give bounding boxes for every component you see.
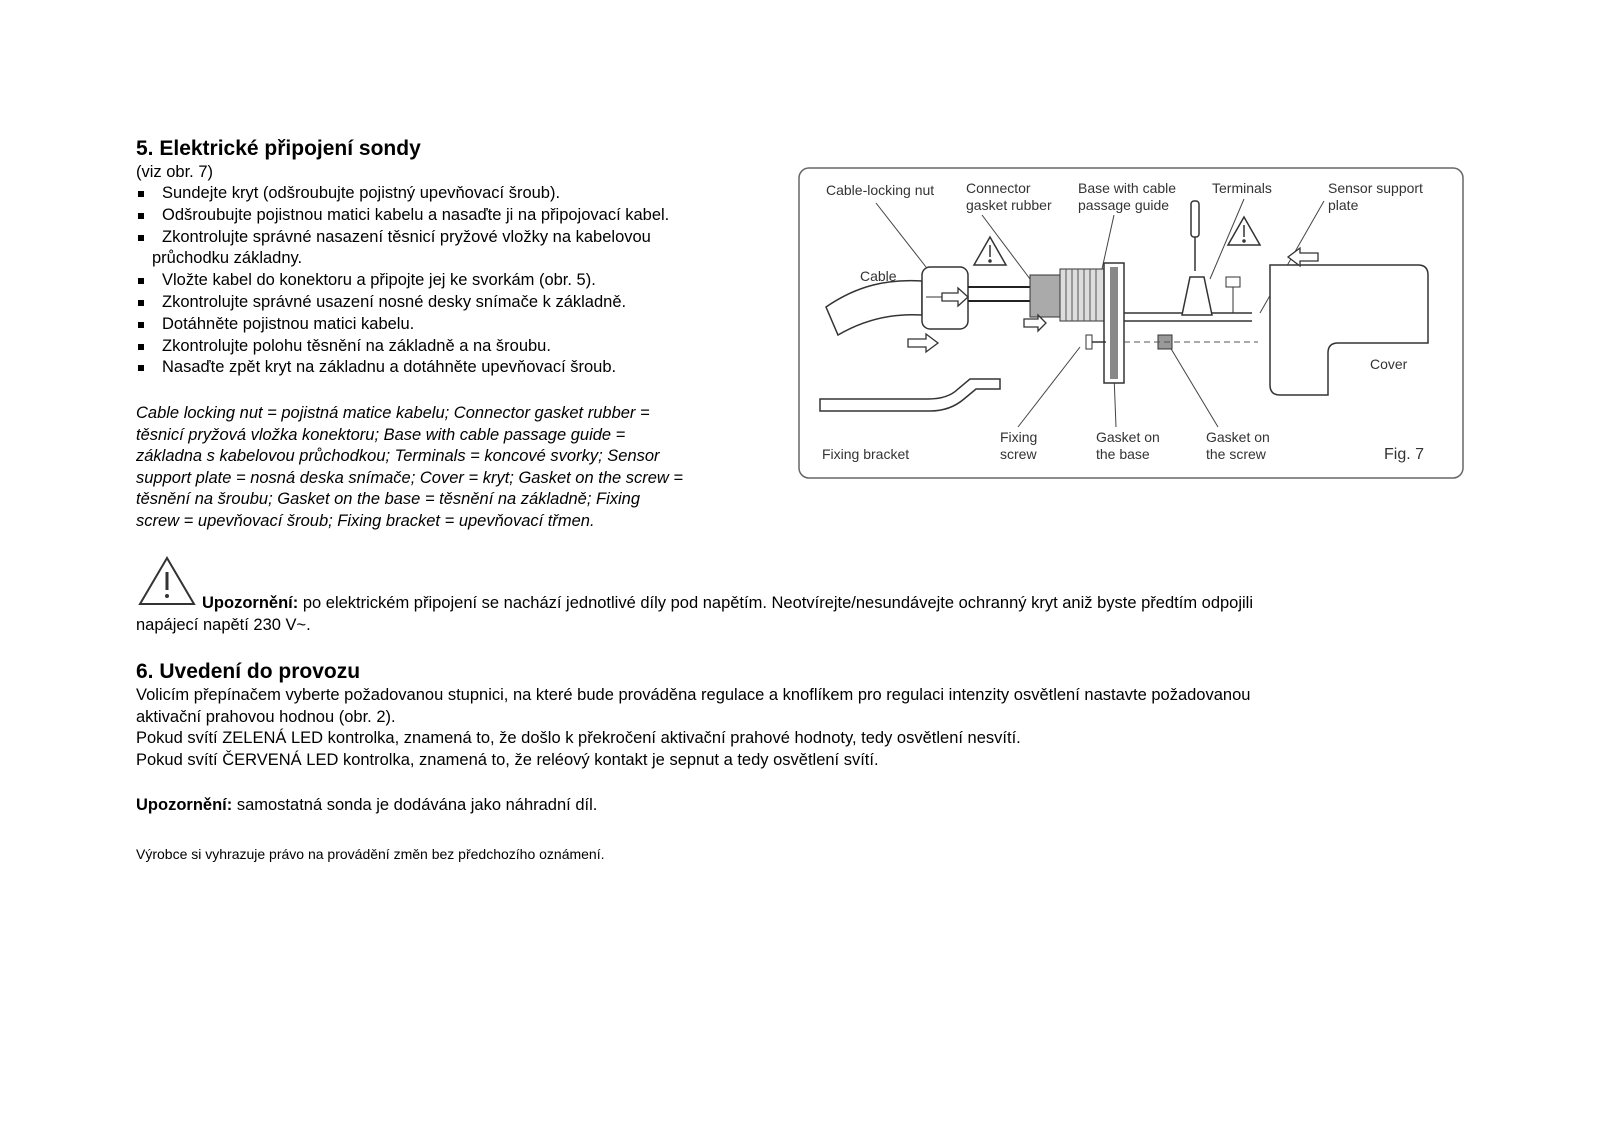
section6-title: 6. Uvedení do provozu xyxy=(136,660,361,683)
label-gasket-base: the base xyxy=(1096,446,1150,462)
list-item: Dotáhněte pojistnou matici kabelu. xyxy=(136,314,776,336)
legend-line: těsnění na šroubu; Gasket on the base = těsnění na základně; Fixing xyxy=(136,490,641,508)
figure-7-diagram xyxy=(798,167,1464,479)
list-item: Zkontrolujte správné usazení nosné desky snímače k základně. xyxy=(136,292,776,314)
section5-subtitle: (viz obr. 7) xyxy=(136,163,214,181)
label-base-guide: Base with cable xyxy=(1078,180,1177,196)
figure-legend xyxy=(136,403,786,532)
list-item: Vložte kabel do konektoru a připojte jej ke svorkám (obr. 5). xyxy=(136,270,776,292)
spare-part-note xyxy=(136,795,597,817)
warning-label: Upozornění: xyxy=(202,594,299,612)
label-cable-locking-nut: Cable-locking nut xyxy=(826,182,935,198)
label-fixing-screw: screw xyxy=(1000,446,1037,462)
label-sensor-plate: plate xyxy=(1328,197,1359,213)
warning-text xyxy=(136,593,1466,636)
label-base-guide: passage guide xyxy=(1078,197,1170,213)
fixing-screw-shape xyxy=(1086,335,1092,349)
section5-title: 5. Elektrické připojení sondy xyxy=(136,137,421,160)
footer-disclaimer: Výrobce si vyhrazuje právo na provádění změn bez předchozího oznámení. xyxy=(136,846,605,862)
label-terminals: Terminals xyxy=(1212,180,1272,196)
label-connector-gasket: Connector xyxy=(966,180,1031,196)
legend-line: support plate = nosná deska snímače; Cover = kryt; Gasket on the screw = xyxy=(136,468,684,487)
label-fixing-bracket: Fixing bracket xyxy=(822,446,910,462)
paragraph-line: aktivační prahovou hodnou (obr. 2). xyxy=(136,707,396,726)
figure-number: Fig. 7 xyxy=(1384,446,1425,463)
connector-gasket-shape xyxy=(1030,275,1060,317)
label-gasket-base: Gasket on xyxy=(1096,429,1160,445)
label-gasket-screw: the screw xyxy=(1206,446,1266,462)
list-item: Sundejte kryt (odšroubujte pojistný upevňovací šroub). xyxy=(136,183,776,205)
label-sensor-plate: Sensor support xyxy=(1328,180,1423,196)
note-label: Upozornění: xyxy=(136,796,233,814)
note-text: samostatná sonda je dodávána jako náhradní díl. xyxy=(232,796,598,814)
legend-line: základna s kabelovou průchodkou; Terminals = koncové svorky; Sensor xyxy=(136,447,660,465)
threaded-base-shape xyxy=(1060,269,1104,321)
legend-line: Cable locking nut = pojistná matice kabelu; Connector gasket rubber = xyxy=(136,404,650,422)
screwdriver-icon xyxy=(1191,201,1199,237)
legend-line: screw = upevňovací šroub; Fixing bracket = upevňovací třmen. xyxy=(136,511,595,530)
label-cable: Cable xyxy=(860,268,897,284)
label-cover: Cover xyxy=(1370,356,1408,372)
label-gasket-screw: Gasket on xyxy=(1206,429,1270,445)
list-item: Nasaďte zpět kryt na základnu a dotáhněte upevňovací šroub. xyxy=(136,357,776,379)
paragraph-line: Pokud svítí ČERVENÁ LED kontrolka, znamená to, že reléový kontakt je sepnut a tedy osvětlení svítí. xyxy=(136,750,879,769)
legend-line: těsnicí pryžová vložka konektoru; Base with cable passage guide = xyxy=(136,425,626,444)
list-item: Odšroubujte pojistnou matici kabelu a nasaďte ji na připojovací kabel. xyxy=(136,205,776,227)
warning-line: po elektrickém připojení se nachází jednotlivé díly pod napětím. Neotvírejte/nesundávejte ochranný kryt aniž byste předtím odpojili xyxy=(298,594,1254,612)
list-item: Zkontrolujte polohu těsnění na základně a na šroubu. xyxy=(136,336,776,358)
section6-body xyxy=(136,685,1476,771)
label-fixing-screw: Fixing xyxy=(1000,429,1038,445)
instruction-list xyxy=(136,183,776,379)
list-item-text: Zkontrolujte správné nasazení těsnicí pryžové vložky na kabelovou xyxy=(162,227,651,246)
list-item-continuation: průchodku základny. xyxy=(152,249,303,268)
list-item xyxy=(136,227,776,271)
paragraph-line: Volicím přepínačem vyberte požadovanou stupnici, na které bude prováděna regulace a knoflíkem pro regulaci intenzity osvětlení nastavte požadovanou xyxy=(136,686,1251,704)
label-connector-gasket: gasket rubber xyxy=(966,197,1052,213)
warning-line: napájecí napětí 230 V~. xyxy=(136,615,311,634)
paragraph-line: Pokud svítí ZELENÁ LED kontrolka, znamená to, že došlo k překročení aktivační prahové hodnoty, tedy osvětlení nesvítí. xyxy=(136,729,1021,747)
